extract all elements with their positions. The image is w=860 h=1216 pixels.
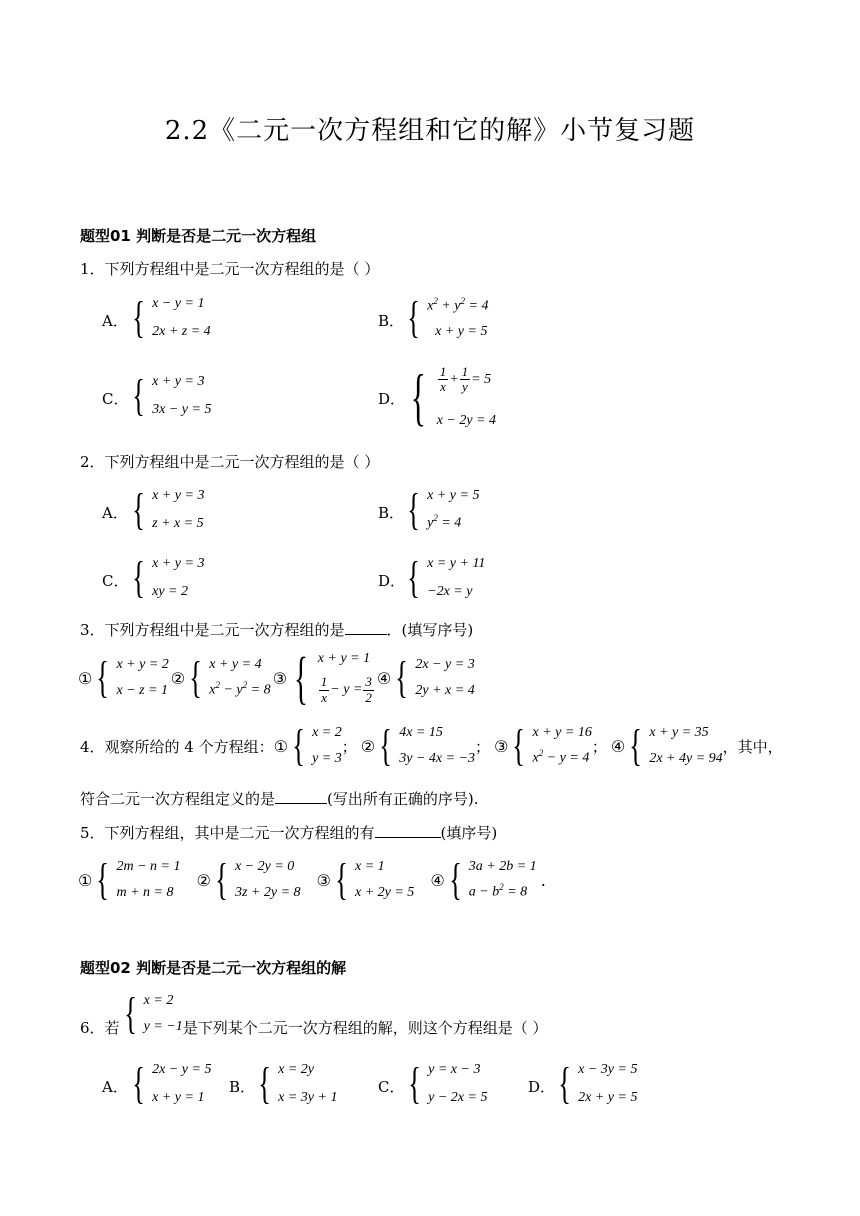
q6-option-c-label: C． [378,1078,405,1096]
equation: $x^2 - y = 4$ [532,748,590,766]
answer-blank[interactable] [345,620,387,635]
equation: x − 2y = 4 [436,412,497,428]
equation: xy = 2 [152,583,188,599]
equation: 2x + z = 4 [152,323,211,339]
equation: 2m − n = 1 [116,859,181,874]
brace-icon: { [96,855,110,904]
equation: y = 3 [312,750,342,766]
question-4-stem: 4．观察所给的 4 个方程组： ① { x = 2 y = 3 ； ② { 4x = 15 3y − 4x = −3 ； ③ { x + y = 16 $x^2 - y = 4$ ； ④ { x + y = 35 2x + 4y = 94 ，其中， [80,721,783,770]
brace-icon: { [293,645,308,710]
circled-number: ③ [494,736,509,756]
brace-icon: { [407,553,420,602]
equation: 3x − y = 5 [152,401,212,417]
q1-option-a-label: A． [102,312,128,330]
equation: z + x = 5 [152,515,204,531]
brace-icon: { [96,653,110,702]
equation: 2x − y = 5 [152,1062,212,1077]
q6-option-b-label: B． [229,1078,256,1096]
equation: 2x + 4y = 94 [649,750,723,766]
brace-icon: { [512,721,526,770]
equation: 3z + 2y = 8 [234,884,301,900]
equation: $x^2 + y^2 = 4$ [427,296,489,314]
equation: x = y + 11 [427,556,486,571]
equation: −2x = y [427,583,473,599]
brace-icon: { [258,1059,271,1108]
given-solution-system [120,989,183,1038]
equation: 3a + 2b = 1 [468,859,537,874]
q6-option-c-system [404,1059,488,1108]
question-4-line2: 符合二元一次方程组定义的是 (写出所有正确的序号). [80,790,479,808]
equation: x + y = 35 [649,725,709,740]
circled-number: ② [360,736,376,756]
equation: 3y − 4x = −3 [399,750,476,766]
circled-number: ① [273,736,288,756]
equation: x + y = 1 [152,1089,205,1105]
brace-icon: { [410,361,427,432]
q2-option-b-system [403,485,480,534]
equation: $\frac{1}{x}$ − y = $\frac{3}{2}$ [320,674,372,705]
brace-icon: { [123,989,137,1038]
brace-icon: { [132,553,145,602]
circled-number: ③ [272,668,287,688]
equation: x + y = 5 [435,323,488,339]
equation: m + n = 8 [116,884,174,900]
equation: 2y + x = 4 [415,682,475,698]
equation: 2x − y = 3 [415,657,475,672]
question-3-stem: 3．下列方程组中是二元一次方程组的是 ．(填写序号) [80,621,474,639]
question-5-stem: 5．下列方程组，其中是二元一次方程组的有 (填序号) [80,824,498,842]
equation: x + y = 5 [427,488,480,503]
equation: x = 2 [312,725,342,740]
brace-icon: { [335,855,348,904]
q6-option-b-system [254,1059,338,1108]
equation: x + y = 3 [152,488,205,503]
q2-option-d-label: D． [378,572,406,590]
equation: x + y = 3 [152,556,205,571]
brace-icon: { [132,485,145,534]
brace-icon: { [448,855,462,904]
page-title: 2.2《二元一次方程组和它的解》小节复习题 [164,116,696,146]
q2-option-a-label: A． [102,504,128,522]
brace-icon: { [215,855,228,904]
brace-icon: { [408,1059,421,1108]
brace-icon: { [395,653,409,702]
equation: x = 2y [278,1062,314,1077]
equation: x − 2y = 0 [234,859,295,874]
brace-icon: { [379,721,393,770]
q2-option-b-label: B． [378,504,405,522]
equation: x = 3y + 1 [278,1089,338,1105]
q6-option-d-system [554,1059,638,1108]
brace-icon: { [407,293,420,342]
brace-icon: { [132,371,145,420]
q2-option-c-label: C． [102,572,129,590]
equation: x − y = 1 [152,296,205,311]
equation: $\frac{1}{x}$ + $\frac{1}{y}$ = 5 [439,364,492,395]
q2-option-d-system [403,553,486,602]
equation: x + y = 2 [116,657,169,672]
equation: x + y = 16 [532,725,592,740]
brace-icon: { [629,721,643,770]
question-1-stem: 1．下列方程组中是二元一次方程组的是（ ） [80,260,380,278]
q6-option-d-label: D． [528,1078,556,1096]
circled-number: ④ [376,668,392,688]
circled-number: ② [196,870,211,890]
equation: y = x − 3 [428,1062,481,1077]
question-2-stem: 2．下列方程组中是二元一次方程组的是（ ） [80,453,380,471]
circled-number: ④ [430,870,445,890]
q5-systems-row: ① { 2m − n = 1 m + n = 8 ② { x − 2y = 0 3z + 2y = 8 ③ { x = 1 x + 2y = 5 ④ { 3a + 2b = 1 $a - b^2 = 8$ . [78,855,546,904]
equation: x = 2 [143,993,174,1008]
q1-option-d-label: D． [378,390,406,408]
circled-number: ② [170,668,186,688]
equation: x − 3y = 5 [578,1062,638,1077]
circled-number: ① [78,870,93,890]
equation: $a - b^2 = 8$ [468,882,528,900]
q3-systems-row [78,645,475,710]
section-heading-2: 题型02 判断是否是二元一次方程组的解 [80,959,347,977]
brace-icon: { [132,1059,145,1108]
equation: $y^2 = 4$ [427,513,462,531]
brace-icon: { [189,653,203,702]
circled-number: ① [78,668,93,688]
q1-option-b-system [403,293,489,342]
q1-option-b-label: B． [378,312,405,330]
q6-option-a-system [128,1059,212,1108]
equation: y − 2x = 5 [428,1089,488,1105]
equation: x + y = 4 [209,657,262,672]
q2-option-c-system [128,553,205,602]
q1-option-c-system [128,371,212,420]
equation: x + 2y = 5 [354,884,415,900]
q6-option-a-label: A． [102,1078,128,1096]
equation: y = −1 [143,1018,183,1034]
equation: 2x + y = 5 [578,1089,638,1105]
q1-option-a-system [128,293,211,342]
question-6-stem: 6．若 { x = 2 y = −1 是下列某个二元一次方程组的解，则这个方程组是（ ） [80,989,548,1038]
brace-icon: { [132,293,145,342]
answer-blank[interactable] [275,789,327,804]
brace-icon: { [292,721,305,770]
section-heading-1: 题型01 判断是否是二元一次方程组 [80,227,317,245]
q1-option-c-label: C． [102,390,129,408]
brace-icon: { [407,485,420,534]
circled-number: ③ [316,870,331,890]
q2-option-a-system [128,485,205,534]
answer-blank[interactable] [375,823,441,838]
equation: x − z = 1 [116,682,169,698]
brace-icon: { [558,1059,571,1108]
equation: x = 1 [354,859,385,874]
equation: x + y = 3 [152,374,205,389]
equation: 4x = 15 [399,725,443,740]
equation: $x^2 - y^2 = 8$ [209,680,271,698]
q1-option-d-system [403,361,497,432]
circled-number: ④ [610,736,626,756]
equation: x + y = 1 [317,651,371,666]
